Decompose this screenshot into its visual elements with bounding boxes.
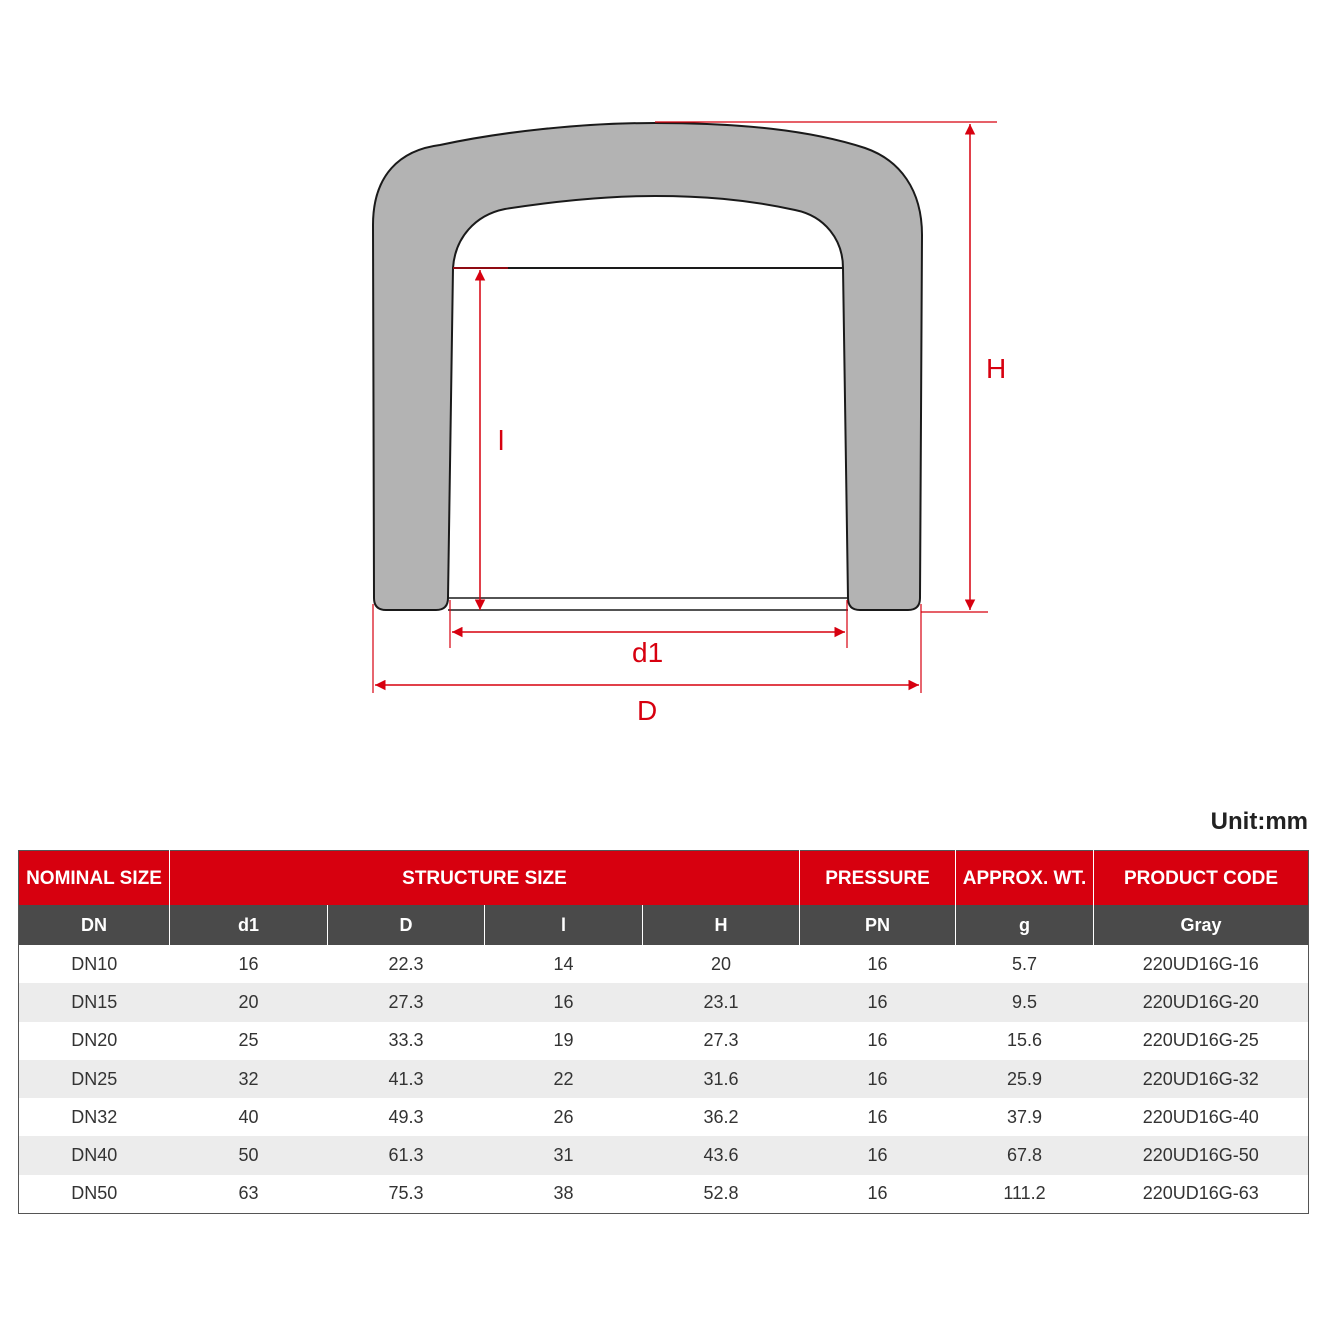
- cell-weight: 37.9: [1006, 1106, 1043, 1127]
- subheader-h: H: [643, 905, 800, 945]
- cell-weight: 111.2: [1003, 1183, 1046, 1204]
- cell-l: 38: [553, 1183, 574, 1204]
- cell-d: 41.3: [328, 1060, 485, 1098]
- cell-d1: 32: [170, 1060, 328, 1098]
- header-approx-wt: APPROX. WT.: [956, 851, 1094, 906]
- subheader-l: l: [485, 905, 643, 945]
- cell-dn: DN32: [71, 1106, 118, 1127]
- cell-weight: 5.7: [1011, 953, 1038, 974]
- cell-dn: DN40: [19, 1136, 170, 1174]
- cell-d: 33.3: [388, 1030, 424, 1051]
- header-structure-size: STRUCTURE SIZE: [170, 851, 800, 906]
- h-label: H: [986, 353, 1007, 384]
- cell-l: 19: [553, 1030, 574, 1051]
- cell-l: 31: [485, 1136, 643, 1174]
- cell-d1: 25: [238, 1030, 259, 1051]
- cell-pn: 16: [800, 1060, 956, 1098]
- cell-d1: 63: [238, 1183, 259, 1204]
- d1-label: d1: [632, 637, 664, 668]
- cell-d1: 50: [170, 1136, 328, 1174]
- cell-pn: 16: [800, 1136, 956, 1174]
- subheader-d: D: [328, 905, 485, 945]
- cell-h: 31.6: [643, 1060, 800, 1098]
- cell-pn: 16: [867, 1106, 888, 1127]
- table-row: [19, 1098, 1309, 1136]
- cell-h: 43.6: [643, 1136, 800, 1174]
- header-nominal-size: NOMINAL SIZE: [19, 851, 170, 906]
- cell-product-code: 220UD16G-32: [1094, 1060, 1309, 1098]
- sub-header-row: [19, 905, 1309, 945]
- cell-product-code: 220UD16G-40: [1142, 1106, 1259, 1127]
- subheader-pn: PN: [800, 905, 956, 945]
- cell-l: 26: [553, 1106, 574, 1127]
- cell-d1: 16: [238, 953, 259, 974]
- cell-h: 27.3: [703, 1030, 739, 1051]
- cell-d: 61.3: [328, 1136, 485, 1174]
- subheader-dn: DN: [19, 905, 170, 945]
- cell-weight: 25.9: [956, 1060, 1094, 1098]
- subheader-gray: Gray: [1094, 905, 1309, 945]
- cell-h: 52.8: [703, 1183, 739, 1204]
- cell-d: 22.3: [388, 953, 424, 974]
- cell-weight: 15.6: [1006, 1030, 1043, 1051]
- cell-weight: 67.8: [956, 1136, 1094, 1174]
- cell-d1: 20: [170, 983, 328, 1021]
- table-row: [19, 945, 1309, 983]
- cell-product-code: 220UD16G-63: [1142, 1183, 1259, 1204]
- cell-pn: 16: [867, 953, 888, 974]
- end-cap-body: [373, 123, 922, 610]
- subheader-g: g: [956, 905, 1094, 945]
- table-row: [19, 1022, 1309, 1060]
- cell-l: 16: [485, 983, 643, 1021]
- cell-l: 22: [485, 1060, 643, 1098]
- subheader-d1: d1: [170, 905, 328, 945]
- cell-dn: DN10: [71, 953, 118, 974]
- cell-product-code: 220UD16G-20: [1094, 983, 1309, 1021]
- cell-l: 14: [553, 953, 574, 974]
- cell-product-code: 220UD16G-25: [1142, 1030, 1259, 1051]
- d-label: D: [637, 695, 658, 726]
- l-label: l: [498, 425, 505, 456]
- cell-d: 75.3: [388, 1183, 424, 1204]
- unit-label: Unit:mm: [1210, 808, 1308, 835]
- cell-pn: 16: [867, 1183, 888, 1204]
- header-pressure: PRESSURE: [800, 851, 956, 906]
- cell-pn: 16: [867, 1030, 888, 1051]
- cell-h: 36.2: [703, 1106, 739, 1127]
- cell-h: 20: [710, 953, 732, 974]
- cell-dn: DN15: [19, 983, 170, 1021]
- header-product-code: PRODUCT CODE: [1094, 851, 1309, 906]
- cell-dn: DN25: [19, 1060, 170, 1098]
- cell-dn: DN50: [71, 1183, 118, 1204]
- group-header-row: [19, 851, 1309, 906]
- cell-dn: DN20: [71, 1030, 118, 1051]
- table-row: [19, 1136, 1309, 1174]
- cell-d: 27.3: [328, 983, 485, 1021]
- cell-product-code: 220UD16G-50: [1094, 1136, 1309, 1174]
- cell-d: 49.3: [388, 1106, 424, 1127]
- table-row: [19, 1060, 1309, 1098]
- cell-h: 23.1: [643, 983, 800, 1021]
- cell-product-code: 220UD16G-16: [1142, 953, 1259, 974]
- specification-table: [18, 850, 1309, 1214]
- cell-d1: 40: [238, 1106, 259, 1127]
- table-row: [19, 983, 1309, 1021]
- table-row: [19, 1175, 1309, 1214]
- cell-weight: 9.5: [956, 983, 1094, 1021]
- cell-pn: 16: [800, 983, 956, 1021]
